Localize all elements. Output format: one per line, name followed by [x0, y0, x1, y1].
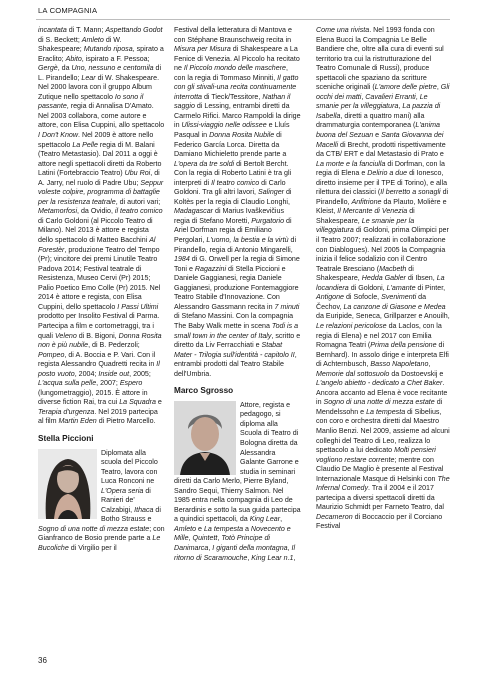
text-run: , di A. Jarry, nel ruolo di Padre Ubu;	[38, 169, 160, 187]
text-run: , con la regia di Tommaso Minniti,	[174, 64, 288, 82]
italic-title: The Infernal Comedy	[316, 474, 450, 493]
text-run: , 2005;	[129, 369, 151, 378]
italic-title: Mutando riposa,	[83, 45, 135, 54]
text-run: , produzione Teatro del Tempo (Pr); vincitore dei premi Linutile Teatro Padova 2014; Festival teatrale di Resistenza, Museo Cervi (Pr) 2015; Palio Poetico Emo Colle (Pr) 2015. Nel 2014 è attore e regista, con Elisa Cuppini, dello spettacolo	[38, 245, 161, 311]
text-run: di Goldoni, prima Olimpici per il Teatro 2007; realizzati in collaborazione con Diablogues). Nel 2005 la Compagnia inizia il felice sodalizio con il Centro Teatrale Bresciano (	[316, 226, 449, 273]
italic-title: Aspettando Godot	[105, 26, 163, 34]
italic-title: Prima della pensione	[370, 341, 437, 350]
italic-title: Io sono il passante	[38, 92, 144, 111]
text-run: da Laclos, con la regia di Elena) e nel 2017 con Emilia Romagna Teatri (	[316, 321, 442, 350]
text-run: ,	[293, 553, 296, 562]
italic-title: Le smanie per la villeggiatura	[316, 216, 415, 235]
text-run: di Ibsen,	[405, 274, 437, 283]
italic-title: Ithaca	[134, 505, 154, 514]
italic-title: Donna Rosita Nubile	[209, 131, 275, 140]
italic-title: Il Mercante di Venezia	[337, 207, 408, 216]
italic-title: La Pelle	[72, 140, 98, 149]
text-run: di Pinter,	[415, 283, 446, 292]
italic-title: La pazzia di Isabella	[316, 102, 441, 120]
italic-title: Il teatro comico	[211, 178, 260, 187]
text-run: da Euripide, Seneca, Grillparzer e Anouilh,	[316, 312, 450, 321]
italic-title: L'uomo, la bestia e la virtù	[206, 236, 289, 245]
italic-title: Le smanie per la villeggiatura	[316, 92, 428, 111]
bio-paragraph	[316, 26, 450, 532]
text-run: di S. Beckett;	[38, 35, 82, 44]
text-run: di Sofocle,	[344, 293, 382, 302]
italic-title: Il berretto a sonagli	[380, 188, 441, 197]
text-run: di G. Orwell per la regia di Simone Toni e	[174, 255, 300, 273]
italic-title: La tempesta	[366, 407, 406, 416]
italic-title: Il Piccolo mondo delle maschere	[183, 64, 286, 73]
italic-title: L'anima buona del Sezuan	[316, 121, 440, 140]
text-run: di Ranieri de' Calzabigi,	[101, 486, 151, 514]
text-run: di Pirandello,	[316, 188, 449, 206]
text-run: di Carlo Goldoni (al Piccolo Teatro di Milano). Nel 2013 è attore e regista dello spettacolo di Matteo Bacchini	[38, 216, 153, 245]
italic-title: Delirio a due	[367, 169, 408, 178]
text-run: di Carlo Goldoni. Tra gli altri lavori,	[174, 178, 286, 197]
italic-title: Cavalieri Erranti	[365, 92, 416, 101]
italic-title: Gergè	[38, 64, 58, 73]
text-run: ,	[436, 83, 441, 92]
text-run: di Boccaccio per il Corciano Festival	[316, 512, 443, 531]
italic-title: il teatro comico	[114, 207, 163, 216]
text-run: di Bertolt Bercht. Con la regia di Roberto Latini è tra gli interpreti di	[174, 159, 292, 187]
text-run: di Shakespeare,	[316, 264, 414, 283]
italic-title: King Lear	[249, 515, 281, 524]
italic-title: Il gatto con gli stivali-una recita continuamente interrotta	[174, 73, 299, 101]
italic-title: Ulissi-viaggio nelle odissee	[181, 121, 267, 130]
column-1	[38, 26, 165, 554]
italic-title: La tempesta	[203, 524, 244, 533]
text-run: ,	[415, 92, 420, 101]
section-title-stella-piccioni: Stella Piccioni	[38, 433, 94, 443]
text-run: , di B. Pederzoli;	[88, 341, 140, 350]
italic-title: Purgatorio	[251, 216, 285, 225]
text-run: Festival della letteratura di Mantova e con Stéphane Braunschweig recita in	[174, 26, 292, 44]
italic-title: Amleto	[174, 524, 197, 533]
text-run: , 2004;	[74, 369, 99, 378]
italic-title: La Squadra	[119, 398, 156, 407]
text-run: ,	[287, 543, 292, 552]
italic-title: Stabat Mater - Trilogia sull'identità - capitolo II	[174, 341, 295, 359]
text-run: Attore, regista e pedagogo, si diploma alla Scuola di Teatro di Bologna diretta da Alessandra Galante Garrone e studia in seminari diretti da Carlo Merlo, Pierre Byland, Sandro Sequi, Thierry Salmon. Nel 1985 entra nella compagnia di Leo de Berardinis e sotto la sua guida partecipa a quindici spettacoli, da	[174, 400, 301, 524]
italic-title: Pompeo	[38, 350, 65, 359]
text-run: di Brecht, prodotti rispettivamente da CTB/ ERT e dal Metastasio di Prato e	[316, 140, 446, 159]
text-run: di W. Shakespeare. Nel 2000 lavora con il gruppo Album Zutique nello spettacolo	[38, 73, 160, 101]
text-run: di Stella Piccioni e Daniele Gaggianesi, regia Daniele Gaggianesi, produzione Fontemaggiore Teatro Stabile d'Innovazione. Con Alessandro Gassmann recita in	[174, 264, 299, 311]
text-run: , scritto e diretto da Liv Ferracchiati e	[174, 331, 301, 350]
italic-title: Donna Rosita non è più nubile	[38, 331, 162, 350]
text-run: , da Ovidio,	[77, 207, 115, 216]
italic-title: Quintett	[192, 534, 218, 543]
italic-title: Uno, nessuno e centomila	[71, 64, 154, 73]
italic-title: Le Bucoliche	[38, 534, 161, 552]
bio-paragraph	[174, 26, 301, 379]
italic-title: Antigone	[316, 293, 345, 302]
italic-title: Memorie dal sottosuolo	[316, 369, 390, 378]
text-run: a	[243, 524, 251, 533]
portrait-woman-graphic	[38, 449, 97, 519]
italic-title: L'opera da tre soldi	[174, 159, 235, 168]
italic-title: Molti pensieri vogliono restare corrente	[316, 446, 436, 464]
text-run: (lungometraggio), 2015. È attore in diverse fiction Rai, tra cui	[38, 388, 148, 407]
italic-title: L'Opera seria	[101, 486, 144, 495]
italic-title: Nathan il saggio	[174, 92, 291, 111]
header-rule	[36, 19, 450, 20]
italic-title: Misura per Misura	[174, 45, 231, 54]
italic-title: King Lear n.1	[251, 553, 294, 562]
italic-title: I Don't Know	[38, 131, 78, 140]
text-run: ,	[247, 553, 252, 562]
text-run: di Shakespeare,	[316, 207, 415, 225]
italic-title: Abito	[65, 54, 82, 63]
column-3	[316, 26, 450, 532]
text-run: e	[155, 398, 162, 407]
text-run: ,	[188, 534, 193, 543]
italic-title: I giganti della montagna	[212, 543, 288, 552]
italic-title: incantata	[38, 26, 67, 34]
text-run: di Marius Ivaškevičius regia di Stefano Moretti,	[174, 207, 285, 225]
text-run: prodotto per Insolito Festival di Parma. Partecipa a film e cortometraggi, tra i quali	[38, 312, 160, 340]
italic-title: Totò Principe di Danimarca	[174, 534, 270, 552]
text-run: di Botho Strauss e	[101, 505, 161, 524]
italic-title: L'amante	[386, 283, 416, 292]
text-run: Diplomata alla scuola del Piccolo Teatro, lavora con Luca Ronconi ne	[101, 448, 158, 486]
text-run: di Pietro Marcello.	[96, 417, 156, 426]
text-run: ,	[398, 102, 403, 111]
italic-title: Martin Eden	[58, 417, 97, 426]
italic-title: Metamorfosi	[38, 207, 78, 216]
italic-title: L'amore delle pietre	[374, 83, 437, 92]
text-run: di Stefano Massini. Con la compagnia The Baby Walk mette in scena	[174, 312, 294, 330]
text-run: di B. Bigoni,	[76, 331, 119, 340]
text-run: di Ionesco, diretto insieme per il TPE di Torino), e alla rilettura dei classici (	[316, 169, 448, 197]
text-run: di Pirandello, regia di Antonio Mingarelli,	[174, 236, 297, 254]
text-run: di L. Pirandello;	[38, 64, 162, 82]
italic-title: Gli occhi dei matti	[316, 83, 450, 101]
italic-title: Inside out	[98, 369, 130, 378]
text-run: . Nel 2009 è attore nello spettacolo	[38, 131, 154, 149]
italic-title: Amleto	[81, 35, 104, 44]
italic-title: Novecento e Mille	[174, 524, 291, 543]
italic-title: 1984	[174, 255, 190, 264]
italic-title: Il posto vuoto	[38, 360, 160, 378]
text-run: e	[196, 524, 204, 533]
text-run: da Plauto, Molière e Kleist,	[316, 197, 447, 216]
italic-title: Le relazioni pericolose	[316, 321, 387, 330]
text-run: di Lessing, entrambi diretti da Carmelo Rifici. Marco Rampoldi la dirige in	[174, 102, 301, 130]
italic-title: Decameron	[316, 512, 353, 521]
italic-title: Espero	[119, 379, 143, 388]
text-run: di Shakespeare a La Fenice di Venezia. Al Piccolo ha recitato ne	[174, 45, 300, 73]
text-run: . Nel 2019 partecipa al film	[38, 407, 158, 426]
bio-paragraph	[38, 26, 165, 427]
italic-title: La locandiera	[316, 274, 445, 292]
italic-title: Al Forestèr	[38, 236, 156, 254]
text-run: ,	[217, 534, 222, 543]
text-run: , entrambi prodotti dal Teatro Stabile dell'Umbria.	[174, 350, 297, 378]
text-run: e Lluís Pasqual in	[174, 121, 290, 140]
italic-title: Salinger	[257, 188, 285, 197]
text-run: di Tieck/Tessitore,	[202, 92, 263, 101]
italic-title: Sogno di una notte di mezza estate	[323, 398, 435, 407]
italic-title: Santa Giovanna dei Macelli	[316, 131, 444, 149]
italic-title: Madagascar	[174, 207, 214, 216]
text-run: da Čechov,	[316, 293, 427, 311]
italic-title: L'acqua sulla pelle	[38, 379, 97, 388]
italic-title: La canzone di Giasone e Medea	[343, 302, 446, 311]
text-run: di Federico García Lorca. Diretta da Damiano Michieletto prende parte a	[174, 131, 287, 159]
text-run: ,	[428, 360, 431, 369]
text-run: e	[373, 131, 382, 140]
text-run: , diretti a quattro mani) alla drammaturgia contemporanea (	[316, 111, 425, 130]
text-run: , regia di Annalisa D'Amato. Nel 2003 collabora, come autore e attore, con Elisa Cuppini, allo spettacolo	[38, 102, 165, 130]
text-run: . Ancora accanto ad Elena è voce recitante in	[316, 379, 448, 407]
text-run: . Nel 1993 fonda con Elena Bucci la Compagnia Le Belle Bandiere che, oltre alla cura di eventi sul territorio tra cui la ristrutturazione del Teatro Comunale di Russi), produce spettacoli che spaziano da scritture sceniche originali (	[316, 26, 444, 92]
text-run: ; mentre con Claudio De Maglio è presente al Festival Internazionale Masque di Helsinki con	[316, 455, 444, 483]
italic-title: I Passi Ultimi	[117, 302, 159, 311]
text-run: , di autori vari;	[115, 197, 161, 206]
italic-title: Il ritorno di Scaramouche	[174, 543, 296, 562]
text-run: . Tra il 2004 e il 2017 partecipa a diversi spettacoli diretti da Maurizio Schmidt per Farneto Teatro, dal	[316, 484, 445, 512]
italic-title: Todi is a small town in the center of Italy	[174, 321, 299, 340]
italic-title: 7 minuti	[274, 302, 300, 311]
portrait-man-graphic	[174, 401, 236, 475]
text-run: ,	[361, 92, 366, 101]
italic-title: Macbeth	[379, 264, 407, 273]
text-run: di Goldoni,	[348, 283, 387, 292]
italic-title: Terapia d'urgenza	[38, 407, 95, 416]
text-run: di W. Shakespeare;	[38, 35, 122, 54]
text-run: , di A. Boccia e P. Vari. Con il regista Alessandro Quadretti recita in	[38, 350, 157, 369]
text-run: di Koltès per la regia di Claudio Longhi,	[174, 188, 292, 206]
text-run: , 2007;	[96, 379, 120, 388]
italic-title: Ragazzini	[194, 264, 227, 273]
italic-title: Lear	[81, 73, 96, 82]
text-run: ,	[280, 515, 283, 524]
text-run: di Sibelius, con coro e orchestra diretti dal Maestro Manlio Benzi. Nel 2009, assieme ad alcuni colleghi del Teatro di Leo, realizza lo spettacolo a lui dedicato	[316, 407, 450, 455]
text-run: da Dostoevskij e	[389, 369, 444, 378]
section-title-marco-sgrosso: Marco Sgrosso	[174, 386, 234, 396]
portrait-photo-stella-piccioni	[38, 449, 97, 519]
text-run: , ispirato a F. Pessoa;	[81, 54, 150, 63]
text-run: di Mendelssohn e	[316, 398, 443, 416]
italic-title: Seppur voleste colpire, programma di battaglie per la resistenza teatrale	[38, 178, 164, 206]
italic-title: Hedda Gabler	[361, 274, 406, 283]
italic-title: Ubu Roi	[124, 169, 151, 178]
page-number: 36	[38, 656, 47, 665]
text-run: di Virgilio per il	[68, 543, 117, 552]
column-2	[174, 26, 301, 563]
text-run: di T. Mann;	[66, 26, 106, 34]
italic-title: La morte e la fanciulla	[316, 159, 386, 168]
text-run: di Bernhard). In assolo dirige e interpreta Elfi di Achternbusch,	[316, 341, 449, 369]
italic-title: Anfitrione	[351, 197, 382, 206]
text-run: di Dorfman, con la regia di Elena e	[316, 159, 445, 178]
text-run: ,	[208, 543, 213, 552]
text-run: regia di M. Balani (Teatro Metastasio). Dal 2011 a oggi è attore negli spettacoli diretti da Roberto Latini (Fortebraccio Teatro)	[38, 140, 162, 178]
italic-title: Come una rivista	[316, 26, 370, 34]
portrait-photo-marco-sgrosso	[174, 401, 236, 475]
italic-title: L'angelo abietto - dedicato a Chet Baker	[316, 379, 443, 388]
text-run: spirato a Eraclito;	[38, 45, 164, 63]
text-run: , da	[57, 64, 72, 73]
running-header: LA COMPAGNIA	[38, 6, 98, 15]
text-run: ; con Gianfranco de Bosio prende parte a	[38, 524, 165, 543]
text-run: di Ariel Dorfman regia di Emiliano Pergolari,	[174, 216, 292, 245]
italic-title: Svenimenti	[381, 293, 417, 302]
italic-title: Veleno	[54, 331, 77, 340]
italic-title: Basso Napoletano	[370, 360, 429, 369]
italic-title: Sogno di una notte di mezza estate	[38, 524, 150, 533]
